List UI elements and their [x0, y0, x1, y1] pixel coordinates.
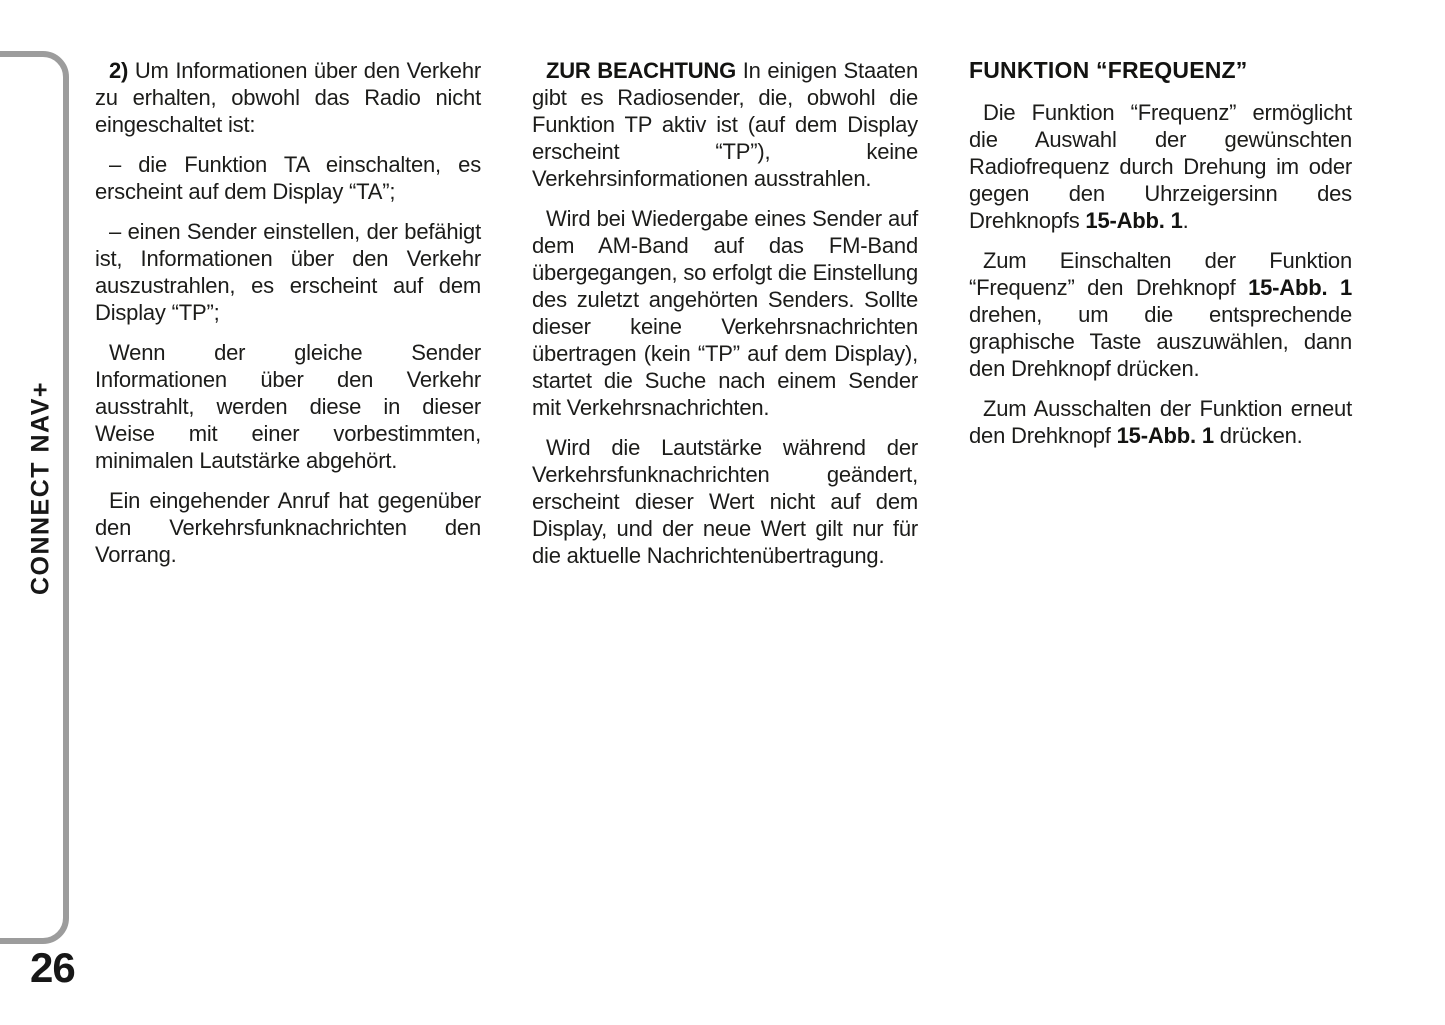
- text-run: drehen, um die entsprechende graphische Taste auszuwählen, dann den Drehknopf drücken.: [969, 302, 1352, 381]
- text-run: Zum Einschalten der Funktion “Frequenz” den Drehknopf: [969, 248, 1352, 300]
- text-run: drücken.: [1213, 423, 1303, 448]
- bold-run: 2): [109, 58, 129, 83]
- text-run: .: [1182, 208, 1189, 233]
- paragraph: [969, 395, 1352, 449]
- paragraph: [95, 218, 481, 326]
- paragraph: [969, 247, 1352, 382]
- text-run: In einigen Staaten gibt es Radiosender, die, obwohl die Funktion TP aktiv ist (auf dem Display erscheint “TP”), keine Verkehrsinformationen ausstrahlen.: [532, 58, 918, 191]
- bold-run: 15-Abb. 1: [1116, 423, 1214, 448]
- text-run: Wird bei Wiedergabe eines Sender auf dem AM-Band auf das FM-Band übergegangen, so erfolgt die Einstellung des zuletzt angehörten Senders. Sollte dieser keine Verkehrsnachrichten übertragen (kein “TP” auf dem Display), startet die Suche nach einem Sender mit Verkehrsnachrichten.: [532, 206, 918, 420]
- paragraph: [95, 339, 481, 474]
- text-run: Wird die Lautstärke während der Verkehrsfunknachrichten geändert, erscheint dieser Wert nicht auf dem Display, und der neue Wert gilt nur für die aktuelle Nachrichtenübertragung.: [532, 435, 918, 568]
- text-run: Zum Ausschalten der Funktion erneut den Drehknopf: [969, 396, 1352, 448]
- text-run: Ein eingehender Anruf hat gegenüber den Verkehrsfunknachrichten den Vorrang.: [95, 488, 481, 567]
- section-label-vertical: CONNECT NAV+: [26, 380, 55, 596]
- text-run: Wenn der gleiche Sender Informationen über den Verkehr ausstrahlt, werden diese in dieser Weise mit einer vorbestimmten, minimalen Lautstärke abgehört.: [95, 340, 481, 473]
- bold-run: 15-Abb. 1: [1248, 275, 1352, 300]
- bold-run: ZUR BEACHTUNG: [546, 58, 737, 83]
- paragraph: [969, 99, 1352, 234]
- text-run: – einen Sender einstellen, der befähigt ist, Informationen über den Verkehr auszustrahlen, es erscheint auf dem Display “TP”;: [95, 219, 481, 325]
- text-run: – die Funktion TA einschalten, es erscheint auf dem Display “TA”;: [95, 152, 481, 204]
- section-heading: FUNKTION “FREQUENZ”: [969, 57, 1248, 83]
- paragraph: [95, 151, 481, 205]
- page-number: 26: [30, 944, 75, 991]
- paragraph: [532, 57, 918, 192]
- paragraph: [95, 57, 481, 138]
- text-column-2: [532, 57, 918, 582]
- text-column-1: [95, 57, 481, 581]
- paragraph: [95, 487, 481, 568]
- text-run: Um Informationen über den Verkehr zu erhalten, obwohl das Radio nicht eingeschaltet ist:: [95, 58, 481, 137]
- bold-run: 15-Abb. 1: [1085, 208, 1183, 233]
- text-column-3: [969, 57, 1352, 462]
- text-run: Die Funktion “Frequenz” ermöglicht die Auswahl der gewünschten Radiofrequenz durch Drehung im oder gegen den Uhrzeigersinn des Drehknopfs: [969, 100, 1352, 233]
- paragraph: [532, 205, 918, 421]
- paragraph: [532, 434, 918, 569]
